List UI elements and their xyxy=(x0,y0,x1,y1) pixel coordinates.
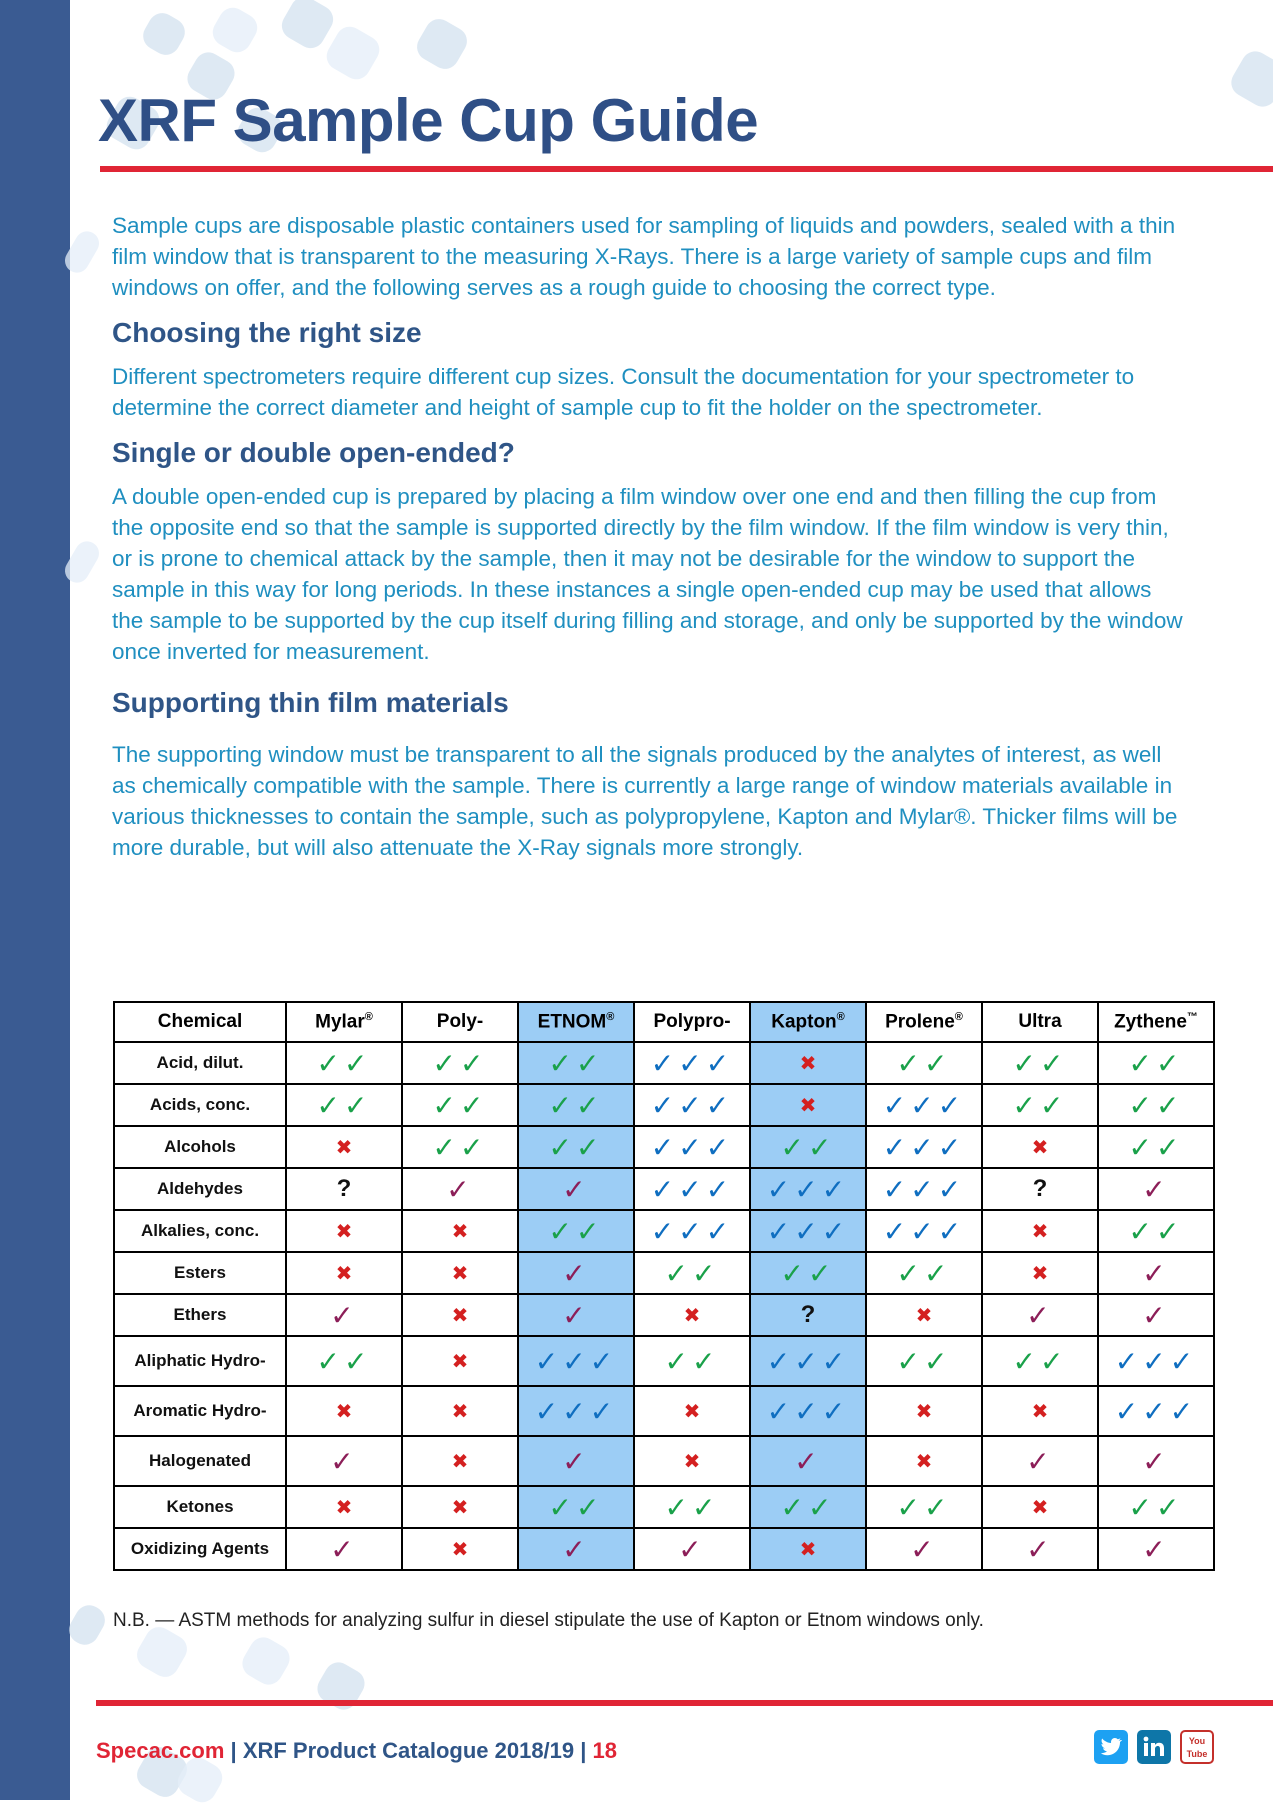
rating-good-icon: ✓✓ xyxy=(316,1345,372,1377)
rating-ok-icon: ✓ xyxy=(562,1445,590,1477)
section-heading-open-ended: Single or double open-ended? xyxy=(112,437,515,468)
rating-cell xyxy=(286,1210,402,1252)
rating-bad-icon: ✖ xyxy=(451,1450,469,1473)
rating-cell xyxy=(634,1126,750,1168)
table-row xyxy=(114,1528,1214,1570)
trademark-mark: ® xyxy=(364,1010,373,1023)
rating-cell xyxy=(634,1084,750,1126)
rating-cell xyxy=(750,1084,866,1126)
rating-cell xyxy=(518,1386,634,1436)
rating-cell xyxy=(402,1386,518,1436)
rating-bad-icon: ✖ xyxy=(451,1220,469,1243)
rating-good-icon: ✓✓ xyxy=(664,1491,720,1523)
rating-excellent-icon: ✓✓✓ xyxy=(534,1395,618,1427)
column-header xyxy=(286,1002,402,1042)
rating-cell xyxy=(1098,1336,1214,1386)
chemical-name: Oxidizing Agents xyxy=(114,1528,286,1570)
rating-bad-icon: ✖ xyxy=(335,1136,353,1159)
rating-cell xyxy=(286,1294,402,1336)
rating-ok-icon: ✓ xyxy=(1026,1533,1054,1565)
rating-cell xyxy=(866,1168,982,1210)
rating-cell xyxy=(634,1486,750,1528)
table-row xyxy=(114,1294,1214,1336)
rating-bad-icon: ✖ xyxy=(683,1400,701,1423)
rating-unknown-icon: ? xyxy=(800,1301,816,1328)
rating-good-icon: ✓✓ xyxy=(548,1215,604,1247)
rating-cell xyxy=(866,1336,982,1386)
chemical-name: Aldehydes xyxy=(114,1168,286,1210)
rating-cell xyxy=(982,1294,1098,1336)
rating-cell xyxy=(634,1294,750,1336)
content-body xyxy=(112,210,1192,863)
column-header xyxy=(866,1002,982,1042)
rating-cell xyxy=(982,1084,1098,1126)
page-title: XRF Sample Cup Guide xyxy=(98,87,759,154)
rating-good-icon: ✓✓ xyxy=(432,1131,488,1163)
column-header-label: Prolene xyxy=(885,1011,955,1033)
rating-cell xyxy=(1098,1436,1214,1486)
column-header xyxy=(634,1002,750,1042)
column-header xyxy=(1098,1002,1214,1042)
linkedin-icon[interactable] xyxy=(1137,1730,1171,1764)
column-header xyxy=(402,1002,518,1042)
table-row xyxy=(114,1168,1214,1210)
rating-cell xyxy=(866,1210,982,1252)
rating-good-icon: ✓✓ xyxy=(664,1257,720,1289)
rating-bad-icon: ✖ xyxy=(451,1538,469,1561)
rating-cell xyxy=(1098,1126,1214,1168)
rating-cell xyxy=(866,1294,982,1336)
column-header-label: ETNOM xyxy=(537,1011,607,1033)
rating-cell xyxy=(634,1528,750,1570)
rating-good-icon: ✓✓ xyxy=(1012,1089,1068,1121)
section-heading-size: Choosing the right size xyxy=(112,317,422,348)
rating-excellent-icon: ✓✓✓ xyxy=(650,1215,734,1247)
rating-cell xyxy=(634,1210,750,1252)
rating-excellent-icon: ✓✓✓ xyxy=(882,1173,966,1205)
rating-ok-icon: ✓ xyxy=(1142,1299,1170,1331)
rating-good-icon: ✓✓ xyxy=(316,1089,372,1121)
rating-good-icon: ✓✓ xyxy=(1012,1047,1068,1079)
rating-cell xyxy=(402,1436,518,1486)
rating-ok-icon: ✓ xyxy=(1026,1299,1054,1331)
rating-cell xyxy=(1098,1210,1214,1252)
rating-bad-icon: ✖ xyxy=(335,1262,353,1285)
rating-cell xyxy=(982,1042,1098,1084)
rating-cell xyxy=(634,1436,750,1486)
column-header xyxy=(982,1002,1098,1042)
chemical-name: Aromatic Hydro- xyxy=(114,1386,286,1436)
rating-excellent-icon: ✓✓✓ xyxy=(766,1215,850,1247)
rating-cell xyxy=(866,1042,982,1084)
footer xyxy=(96,1738,617,1764)
rating-cell xyxy=(402,1168,518,1210)
youtube-icon[interactable] xyxy=(1180,1730,1214,1764)
rating-cell xyxy=(402,1528,518,1570)
rating-ok-icon: ✓ xyxy=(1142,1257,1170,1289)
rating-good-icon: ✓✓ xyxy=(1128,1491,1184,1523)
intro-paragraph: Sample cups are disposable plastic containers used for sampling of liquids and powders, sealed with a thin film window that is transparent to the measuring X-Rays. There is a large variety of sample cups and film windows on offer, and the following serves as a rough guide to choosing the correct type. xyxy=(112,213,1176,300)
rating-ok-icon: ✓ xyxy=(1142,1533,1170,1565)
rating-good-icon: ✓✓ xyxy=(664,1345,720,1377)
rating-good-icon: ✓✓ xyxy=(1128,1215,1184,1247)
rating-cell xyxy=(982,1210,1098,1252)
rating-cell xyxy=(518,1336,634,1386)
rating-good-icon: ✓✓ xyxy=(896,1047,952,1079)
rating-good-icon: ✓✓ xyxy=(896,1491,952,1523)
column-header xyxy=(750,1002,866,1042)
rating-cell xyxy=(634,1252,750,1294)
trademark-mark: ™ xyxy=(1186,1010,1198,1023)
column-header-label: Kapton xyxy=(771,1011,837,1033)
rating-cell xyxy=(518,1252,634,1294)
column-header xyxy=(114,1002,286,1042)
rating-excellent-icon: ✓✓✓ xyxy=(650,1089,734,1121)
rating-cell xyxy=(1098,1294,1214,1336)
trademark-mark: ® xyxy=(954,1010,963,1023)
rating-cell xyxy=(286,1386,402,1436)
rating-unknown-icon: ? xyxy=(1032,1175,1048,1202)
chemical-name: Acid, dilut. xyxy=(114,1042,286,1084)
rating-excellent-icon: ✓✓✓ xyxy=(650,1173,734,1205)
rating-excellent-icon: ✓✓✓ xyxy=(766,1395,850,1427)
rating-ok-icon: ✓ xyxy=(330,1533,358,1565)
rating-ok-icon: ✓ xyxy=(330,1299,358,1331)
rating-cell xyxy=(750,1294,866,1336)
chemical-name: Acids, conc. xyxy=(114,1084,286,1126)
rating-cell xyxy=(750,1168,866,1210)
rating-excellent-icon: ✓✓✓ xyxy=(534,1345,618,1377)
rating-cell xyxy=(634,1386,750,1436)
rating-cell xyxy=(866,1252,982,1294)
rating-bad-icon: ✖ xyxy=(1031,1262,1049,1285)
footer-rule xyxy=(96,1700,1273,1706)
rating-good-icon: ✓✓ xyxy=(780,1131,836,1163)
section-heading-film: Supporting thin film materials xyxy=(112,687,509,718)
rating-bad-icon: ✖ xyxy=(799,1538,817,1561)
rating-excellent-icon: ✓✓✓ xyxy=(882,1215,966,1247)
rating-cell xyxy=(750,1126,866,1168)
rating-cell xyxy=(750,1486,866,1528)
rating-good-icon: ✓✓ xyxy=(1012,1345,1068,1377)
rating-cell xyxy=(982,1126,1098,1168)
rating-cell xyxy=(402,1210,518,1252)
rating-good-icon: ✓✓ xyxy=(548,1491,604,1523)
left-sidebar-band xyxy=(0,0,70,1800)
footer-catalogue: XRF Product Catalogue 2018/19 xyxy=(242,1738,575,1763)
rating-cell xyxy=(286,1126,402,1168)
rating-cell xyxy=(286,1486,402,1528)
column-header-label: Mylar xyxy=(315,1011,365,1033)
rating-ok-icon: ✓ xyxy=(910,1533,938,1565)
rating-cell xyxy=(750,1336,866,1386)
rating-cell xyxy=(518,1486,634,1528)
rating-ok-icon: ✓ xyxy=(330,1445,358,1477)
rating-cell xyxy=(518,1294,634,1336)
rating-bad-icon: ✖ xyxy=(451,1304,469,1327)
rating-cell xyxy=(1098,1252,1214,1294)
table-row xyxy=(114,1336,1214,1386)
rating-bad-icon: ✖ xyxy=(1031,1136,1049,1159)
rating-cell xyxy=(982,1528,1098,1570)
rating-ok-icon: ✓ xyxy=(1026,1445,1054,1477)
rating-bad-icon: ✖ xyxy=(335,1496,353,1519)
chemical-name: Ethers xyxy=(114,1294,286,1336)
rating-good-icon: ✓✓ xyxy=(316,1047,372,1079)
column-header-label: Zythene xyxy=(1114,1011,1187,1033)
rating-bad-icon: ✖ xyxy=(451,1496,469,1519)
rating-good-icon: ✓✓ xyxy=(432,1047,488,1079)
section-body-film: The supporting window must be transparent to all the signals produced by the analytes of interest, as well as chemically compatible with the sample. There is currently a large range of window materials available in various thicknesses to contain the sample, such as polypropylene, Kapton and Mylar®. Thicker films will be more durable, but will also attenuate the X-Ray signals more strongly. xyxy=(112,742,1178,860)
rating-good-icon: ✓✓ xyxy=(1128,1131,1184,1163)
rating-cell xyxy=(518,1042,634,1084)
table-row xyxy=(114,1486,1214,1528)
rating-good-icon: ✓✓ xyxy=(896,1345,952,1377)
rating-bad-icon: ✖ xyxy=(799,1094,817,1117)
rating-bad-icon: ✖ xyxy=(683,1450,701,1473)
rating-cell xyxy=(982,1168,1098,1210)
rating-cell xyxy=(286,1084,402,1126)
rating-cell xyxy=(518,1168,634,1210)
rating-cell xyxy=(286,1336,402,1386)
rating-excellent-icon: ✓✓✓ xyxy=(882,1089,966,1121)
rating-excellent-icon: ✓✓✓ xyxy=(650,1047,734,1079)
rating-cell xyxy=(750,1528,866,1570)
rating-cell xyxy=(402,1294,518,1336)
rating-excellent-icon: ✓✓✓ xyxy=(1114,1395,1198,1427)
rating-bad-icon: ✖ xyxy=(335,1400,353,1423)
rating-cell xyxy=(1098,1042,1214,1084)
rating-cell xyxy=(634,1336,750,1386)
column-header-label: Chemical xyxy=(157,1011,243,1032)
column-header-label: Ultra xyxy=(1018,1011,1062,1032)
rating-cell xyxy=(750,1252,866,1294)
rating-cell xyxy=(402,1486,518,1528)
chemical-name: Halogenated xyxy=(114,1436,286,1486)
rating-ok-icon: ✓ xyxy=(562,1299,590,1331)
table-row xyxy=(114,1386,1214,1436)
rating-cell xyxy=(866,1126,982,1168)
rating-cell xyxy=(402,1336,518,1386)
footer-separator: | xyxy=(230,1738,237,1763)
page-number: 18 xyxy=(592,1738,618,1763)
rating-cell xyxy=(286,1168,402,1210)
section-body-open-ended: A double open-ended cup is prepared by placing a film window over one end and then filling the cup from the opposite end so that the sample is supported directly by the film window. If the film window is very thin, or is prone to chemical attack by the sample, then it may not be desirable for the window to support the sample in this way for long periods. In these instances a single open-ended cup may be used that allows the sample to be supported by the cup itself during filling and storage, and only be supported by the window once inverted for measurement. xyxy=(112,484,1183,664)
rating-cell xyxy=(750,1042,866,1084)
rating-excellent-icon: ✓✓✓ xyxy=(766,1173,850,1205)
table-row xyxy=(114,1436,1214,1486)
rating-ok-icon: ✓ xyxy=(1142,1445,1170,1477)
rating-bad-icon: ✖ xyxy=(799,1052,817,1075)
rating-cell xyxy=(518,1126,634,1168)
title-underline xyxy=(100,166,1273,172)
table-row xyxy=(114,1210,1214,1252)
rating-bad-icon: ✖ xyxy=(451,1350,469,1373)
column-header-label: Poly- xyxy=(436,1011,484,1032)
rating-cell xyxy=(1098,1084,1214,1126)
rating-good-icon: ✓✓ xyxy=(548,1131,604,1163)
table-row xyxy=(114,1252,1214,1294)
rating-ok-icon: ✓ xyxy=(446,1173,474,1205)
rating-ok-icon: ✓ xyxy=(562,1173,590,1205)
rating-cell xyxy=(1098,1168,1214,1210)
rating-good-icon: ✓✓ xyxy=(780,1491,836,1523)
rating-ok-icon: ✓ xyxy=(794,1445,822,1477)
chemical-name: Esters xyxy=(114,1252,286,1294)
rating-bad-icon: ✖ xyxy=(915,1400,933,1423)
table-row xyxy=(114,1084,1214,1126)
rating-ok-icon: ✓ xyxy=(562,1533,590,1565)
rating-cell xyxy=(866,1386,982,1436)
rating-cell xyxy=(286,1252,402,1294)
rating-good-icon: ✓✓ xyxy=(1128,1089,1184,1121)
rating-good-icon: ✓✓ xyxy=(548,1089,604,1121)
table-row xyxy=(114,1126,1214,1168)
twitter-icon[interactable] xyxy=(1094,1730,1128,1764)
rating-cell xyxy=(866,1486,982,1528)
rating-cell xyxy=(1098,1528,1214,1570)
rating-bad-icon: ✖ xyxy=(1031,1220,1049,1243)
rating-cell xyxy=(866,1528,982,1570)
rating-cell xyxy=(750,1210,866,1252)
rating-cell xyxy=(402,1042,518,1084)
chemical-name: Alcohols xyxy=(114,1126,286,1168)
footer-separator: | xyxy=(580,1738,587,1763)
rating-cell xyxy=(982,1436,1098,1486)
rating-cell xyxy=(866,1436,982,1486)
rating-cell xyxy=(518,1210,634,1252)
rating-good-icon: ✓✓ xyxy=(780,1257,836,1289)
rating-cell xyxy=(518,1528,634,1570)
column-header-label: Polypro- xyxy=(653,1011,731,1032)
rating-excellent-icon: ✓✓✓ xyxy=(650,1131,734,1163)
rating-bad-icon: ✖ xyxy=(1031,1400,1049,1423)
rating-cell xyxy=(634,1168,750,1210)
rating-cell xyxy=(1098,1386,1214,1436)
rating-ok-icon: ✓ xyxy=(678,1533,706,1565)
footer-site-link[interactable]: Specac.com xyxy=(96,1738,225,1763)
rating-excellent-icon: ✓✓✓ xyxy=(766,1345,850,1377)
rating-cell xyxy=(634,1042,750,1084)
compatibility-table xyxy=(113,1001,1215,1571)
rating-bad-icon: ✖ xyxy=(1031,1496,1049,1519)
footnote: N.B. — ASTM methods for analyzing sulfur in diesel stipulate the use of Kapton or Etnom windows only. xyxy=(113,1610,984,1631)
rating-cell xyxy=(286,1528,402,1570)
rating-bad-icon: ✖ xyxy=(915,1304,933,1327)
chemical-name: Aliphatic Hydro- xyxy=(114,1336,286,1386)
trademark-mark: ® xyxy=(836,1010,845,1023)
rating-excellent-icon: ✓✓✓ xyxy=(882,1131,966,1163)
rating-good-icon: ✓✓ xyxy=(1128,1047,1184,1079)
rating-cell xyxy=(518,1084,634,1126)
youtube-label: You Tube xyxy=(1186,1736,1208,1759)
column-header xyxy=(518,1002,634,1042)
rating-cell xyxy=(402,1084,518,1126)
rating-cell xyxy=(750,1386,866,1436)
rating-cell xyxy=(982,1252,1098,1294)
rating-bad-icon: ✖ xyxy=(915,1450,933,1473)
rating-bad-icon: ✖ xyxy=(335,1220,353,1243)
rating-cell xyxy=(982,1486,1098,1528)
rating-cell xyxy=(518,1436,634,1486)
rating-cell xyxy=(402,1126,518,1168)
rating-cell xyxy=(750,1436,866,1486)
rating-cell xyxy=(402,1252,518,1294)
rating-cell xyxy=(982,1386,1098,1436)
rating-bad-icon: ✖ xyxy=(683,1304,701,1327)
rating-bad-icon: ✖ xyxy=(451,1400,469,1423)
section-body-size: Different spectrometers require different cup sizes. Consult the documentation for your spectrometer to determine the correct diameter and height of sample cup to fit the holder on the spectrometer. xyxy=(112,364,1135,420)
rating-cell xyxy=(286,1436,402,1486)
table-header-row xyxy=(114,1002,1214,1042)
rating-unknown-icon: ? xyxy=(336,1175,352,1202)
rating-cell xyxy=(982,1336,1098,1386)
rating-ok-icon: ✓ xyxy=(562,1257,590,1289)
rating-bad-icon: ✖ xyxy=(451,1262,469,1285)
rating-good-icon: ✓✓ xyxy=(896,1257,952,1289)
chemical-name: Alkalies, conc. xyxy=(114,1210,286,1252)
trademark-mark: ® xyxy=(606,1010,615,1023)
rating-ok-icon: ✓ xyxy=(1142,1173,1170,1205)
rating-cell xyxy=(286,1042,402,1084)
rating-good-icon: ✓✓ xyxy=(548,1047,604,1079)
rating-excellent-icon: ✓✓✓ xyxy=(1114,1345,1198,1377)
rating-cell xyxy=(866,1084,982,1126)
chemical-name: Ketones xyxy=(114,1486,286,1528)
table-row xyxy=(114,1042,1214,1084)
rating-cell xyxy=(1098,1486,1214,1528)
rating-good-icon: ✓✓ xyxy=(432,1089,488,1121)
